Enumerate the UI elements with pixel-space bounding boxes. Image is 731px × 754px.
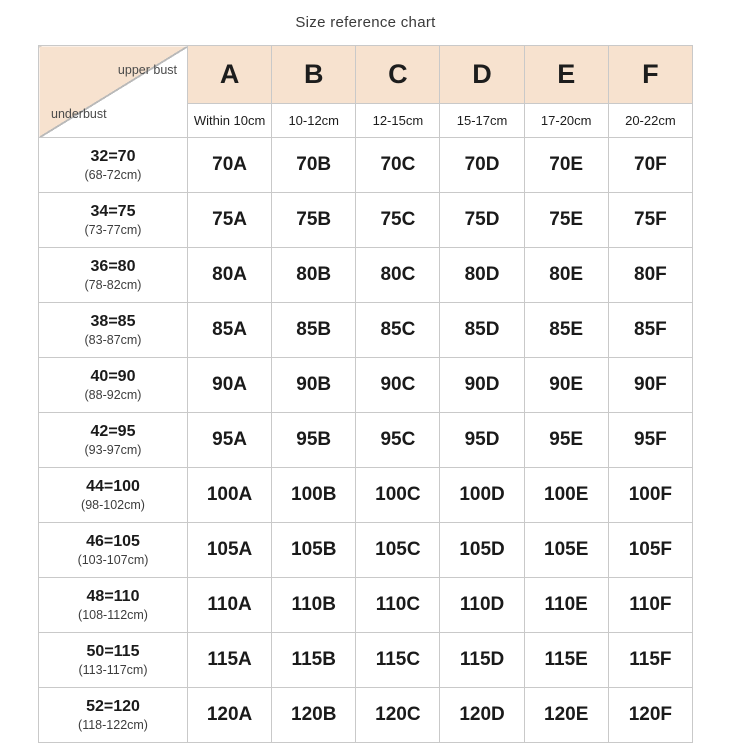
size-cell: 105C	[356, 523, 440, 578]
size-cell: 115E	[524, 633, 608, 688]
page-title: Size reference chart	[295, 14, 436, 31]
band-range: (93-97cm)	[84, 443, 142, 457]
size-cell: 80B	[272, 248, 356, 303]
corner-diagonal-cell	[39, 46, 188, 138]
size-cell: 70A	[188, 138, 272, 193]
size-cell: 75C	[356, 193, 440, 248]
cup-header-a: A	[188, 46, 272, 104]
size-cell: 85C	[356, 303, 440, 358]
size-cell: 95C	[356, 413, 440, 468]
band-size: 52=120	[86, 697, 140, 715]
table-row	[39, 633, 693, 688]
cup-range-f: 20-22cm	[608, 104, 692, 138]
row-header	[39, 248, 188, 303]
table-row	[39, 248, 693, 303]
row-header	[39, 633, 188, 688]
table-row	[39, 578, 693, 633]
size-cell: 85A	[188, 303, 272, 358]
band-size: 42=95	[90, 422, 136, 440]
band-range: (108-112cm)	[78, 608, 148, 622]
size-cell: 70F	[608, 138, 692, 193]
size-cell: 90D	[440, 358, 524, 413]
size-cell: 80E	[524, 248, 608, 303]
cup-range-d: 15-17cm	[440, 104, 524, 138]
size-cell: 70D	[440, 138, 524, 193]
band-range: (113-117cm)	[78, 663, 148, 677]
band-range: (73-77cm)	[84, 223, 142, 237]
size-cell: 105A	[188, 523, 272, 578]
table-header-cup-row	[39, 46, 693, 104]
size-cell: 85E	[524, 303, 608, 358]
size-cell: 115A	[188, 633, 272, 688]
cup-header-b: B	[272, 46, 356, 104]
band-size: 48=110	[86, 587, 140, 605]
size-cell: 90A	[188, 358, 272, 413]
row-header	[39, 523, 188, 578]
upper-bust-label: upper bust	[117, 63, 177, 77]
size-cell: 100F	[608, 468, 692, 523]
size-cell: 95A	[188, 413, 272, 468]
cup-header-f: F	[608, 46, 692, 104]
band-size: 32=70	[90, 147, 136, 165]
band-size: 40=90	[90, 367, 136, 385]
size-cell: 120F	[608, 688, 692, 743]
size-cell: 110B	[272, 578, 356, 633]
band-size: 50=115	[86, 642, 140, 660]
size-cell: 110C	[356, 578, 440, 633]
table-row	[39, 303, 693, 358]
size-cell: 90E	[524, 358, 608, 413]
size-cell: 115B	[272, 633, 356, 688]
underbust-label: underbust	[51, 107, 107, 121]
row-header	[39, 193, 188, 248]
band-range: (78-82cm)	[84, 278, 142, 292]
size-cell: 100B	[272, 468, 356, 523]
size-cell: 80C	[356, 248, 440, 303]
size-cell: 90C	[356, 358, 440, 413]
size-cell: 75E	[524, 193, 608, 248]
size-cell: 80A	[188, 248, 272, 303]
cup-range-b: 10-12cm	[272, 104, 356, 138]
band-range: (98-102cm)	[81, 498, 145, 512]
cup-range-c: 12-15cm	[356, 104, 440, 138]
size-cell: 70E	[524, 138, 608, 193]
row-header	[39, 468, 188, 523]
table-row	[39, 138, 693, 193]
table-row	[39, 688, 693, 743]
size-cell: 70C	[356, 138, 440, 193]
row-header	[39, 358, 188, 413]
size-cell: 120E	[524, 688, 608, 743]
size-reference-table	[38, 45, 693, 743]
cup-range-a: Within 10cm	[188, 104, 272, 138]
size-cell: 80D	[440, 248, 524, 303]
size-cell: 105D	[440, 523, 524, 578]
size-cell: 75B	[272, 193, 356, 248]
size-cell: 105B	[272, 523, 356, 578]
table-row	[39, 468, 693, 523]
band-range: (83-87cm)	[84, 333, 142, 347]
cup-header-d: D	[440, 46, 524, 104]
cup-range-e: 17-20cm	[524, 104, 608, 138]
size-cell: 100E	[524, 468, 608, 523]
row-header	[39, 413, 188, 468]
table-row	[39, 413, 693, 468]
band-range: (88-92cm)	[84, 388, 142, 402]
size-cell: 95D	[440, 413, 524, 468]
row-header	[39, 578, 188, 633]
size-cell: 115F	[608, 633, 692, 688]
band-size: 46=105	[86, 532, 140, 550]
band-range: (103-107cm)	[77, 553, 149, 567]
table-body	[39, 46, 693, 743]
size-cell: 115D	[440, 633, 524, 688]
size-cell: 100A	[188, 468, 272, 523]
row-header	[39, 303, 188, 358]
band-range: (68-72cm)	[84, 168, 142, 182]
band-size: 38=85	[90, 312, 136, 330]
band-size: 44=100	[86, 477, 140, 495]
size-cell: 75D	[440, 193, 524, 248]
size-cell: 110D	[440, 578, 524, 633]
table-row	[39, 523, 693, 578]
size-cell: 100C	[356, 468, 440, 523]
size-cell: 120C	[356, 688, 440, 743]
size-cell: 120A	[188, 688, 272, 743]
size-cell: 115C	[356, 633, 440, 688]
size-cell: 75A	[188, 193, 272, 248]
size-cell: 120D	[440, 688, 524, 743]
size-cell: 90F	[608, 358, 692, 413]
row-header	[39, 688, 188, 743]
size-cell: 70B	[272, 138, 356, 193]
size-cell: 105F	[608, 523, 692, 578]
table-row	[39, 193, 693, 248]
size-cell: 75F	[608, 193, 692, 248]
size-cell: 85B	[272, 303, 356, 358]
size-cell: 85F	[608, 303, 692, 358]
size-cell: 110A	[188, 578, 272, 633]
size-cell: 95F	[608, 413, 692, 468]
cup-header-c: C	[356, 46, 440, 104]
size-cell: 110E	[524, 578, 608, 633]
band-range: (118-122cm)	[78, 718, 148, 732]
size-cell: 80F	[608, 248, 692, 303]
size-cell: 100D	[440, 468, 524, 523]
size-cell: 105E	[524, 523, 608, 578]
size-chart-container	[0, 45, 731, 743]
table-row	[39, 358, 693, 413]
size-cell: 95E	[524, 413, 608, 468]
size-cell: 120B	[272, 688, 356, 743]
size-cell: 95B	[272, 413, 356, 468]
size-cell: 85D	[440, 303, 524, 358]
band-size: 34=75	[90, 202, 136, 220]
size-cell: 110F	[608, 578, 692, 633]
band-size: 36=80	[90, 257, 136, 275]
cup-header-e: E	[524, 46, 608, 104]
size-cell: 90B	[272, 358, 356, 413]
row-header	[39, 138, 188, 193]
